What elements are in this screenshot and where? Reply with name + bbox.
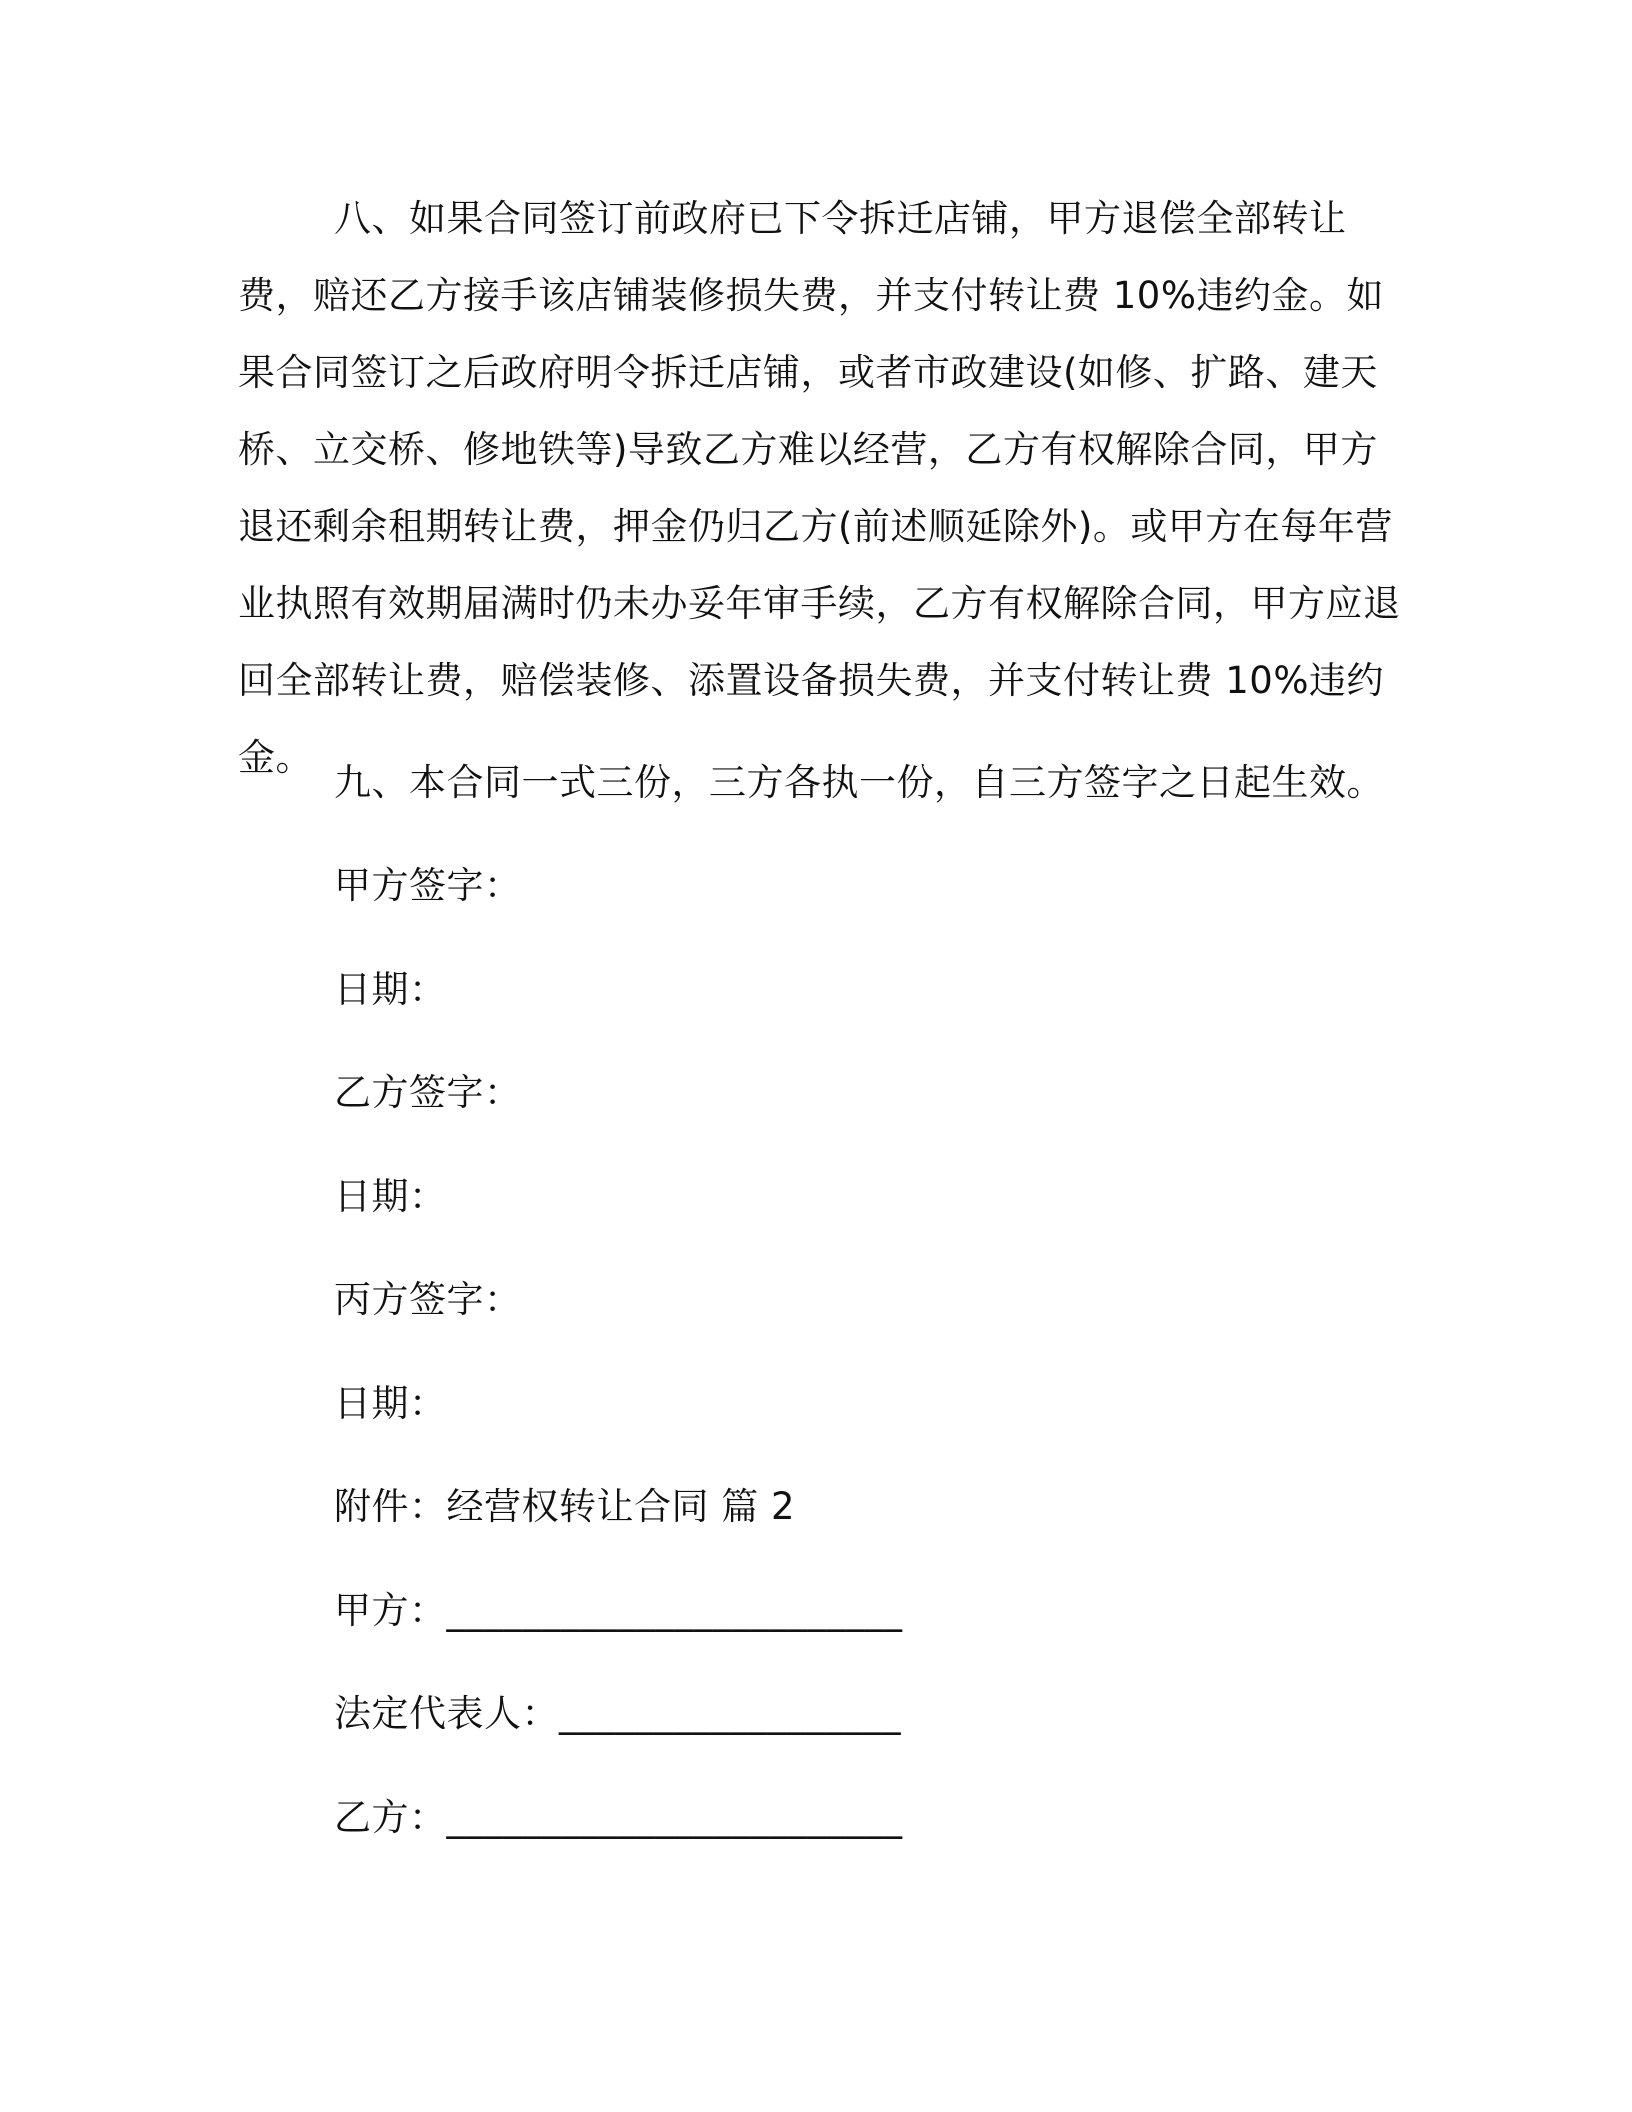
party-a-signature-label: 甲方签字： xyxy=(334,864,522,907)
party-a-line xyxy=(334,1585,903,1637)
party-b-blank: ________________________ xyxy=(446,1796,903,1839)
clause-8-paragraph: 八、如果合同签订前政府已下令拆迁店铺，甲方退偿全部转让费，赔还乙方接手该店铺装修损失费，并支付转让费 10%违约金。如果合同签订之后政府明令拆迁店铺，或者市政建设(如修、扩路、建天桥、立交桥、修地铁等)导致乙方难以经营，乙方有权解除合同，甲方退还剩余租期转让费，押金仍归乙方(前述顺延除外)。或甲方在每年营业执照有效期届满时仍未办妥年审手续，乙方有权解除合同，甲方应退回全部转让费，赔偿装修、添置设备损失费，并支付转让费 10%违约金。 xyxy=(238,197,1401,779)
party-c-signature-label: 丙方签字： xyxy=(334,1278,522,1321)
attachment-title: 附件：经营权转让合同 篇 2 xyxy=(334,1485,796,1528)
party-c-date-label: 日期： xyxy=(334,1382,447,1425)
party-b-date-label: 日期： xyxy=(334,1175,447,1218)
party-a-label: 甲方： xyxy=(334,1589,447,1632)
legal-rep-blank: __________________ xyxy=(559,1692,901,1735)
party-b-line xyxy=(334,1792,903,1844)
party-b-label: 乙方： xyxy=(334,1796,447,1839)
party-a-date-label: 日期： xyxy=(334,968,447,1011)
legal-rep-label: 法定代表人： xyxy=(334,1692,559,1735)
clause-9-paragraph: 九、本合同一式三份，三方各执一份，自三方签字之日起生效。 xyxy=(334,761,1384,804)
party-a-blank: ________________________ xyxy=(446,1589,903,1632)
legal-rep-line xyxy=(334,1688,901,1740)
party-b-signature-label: 乙方签字： xyxy=(334,1071,522,1114)
